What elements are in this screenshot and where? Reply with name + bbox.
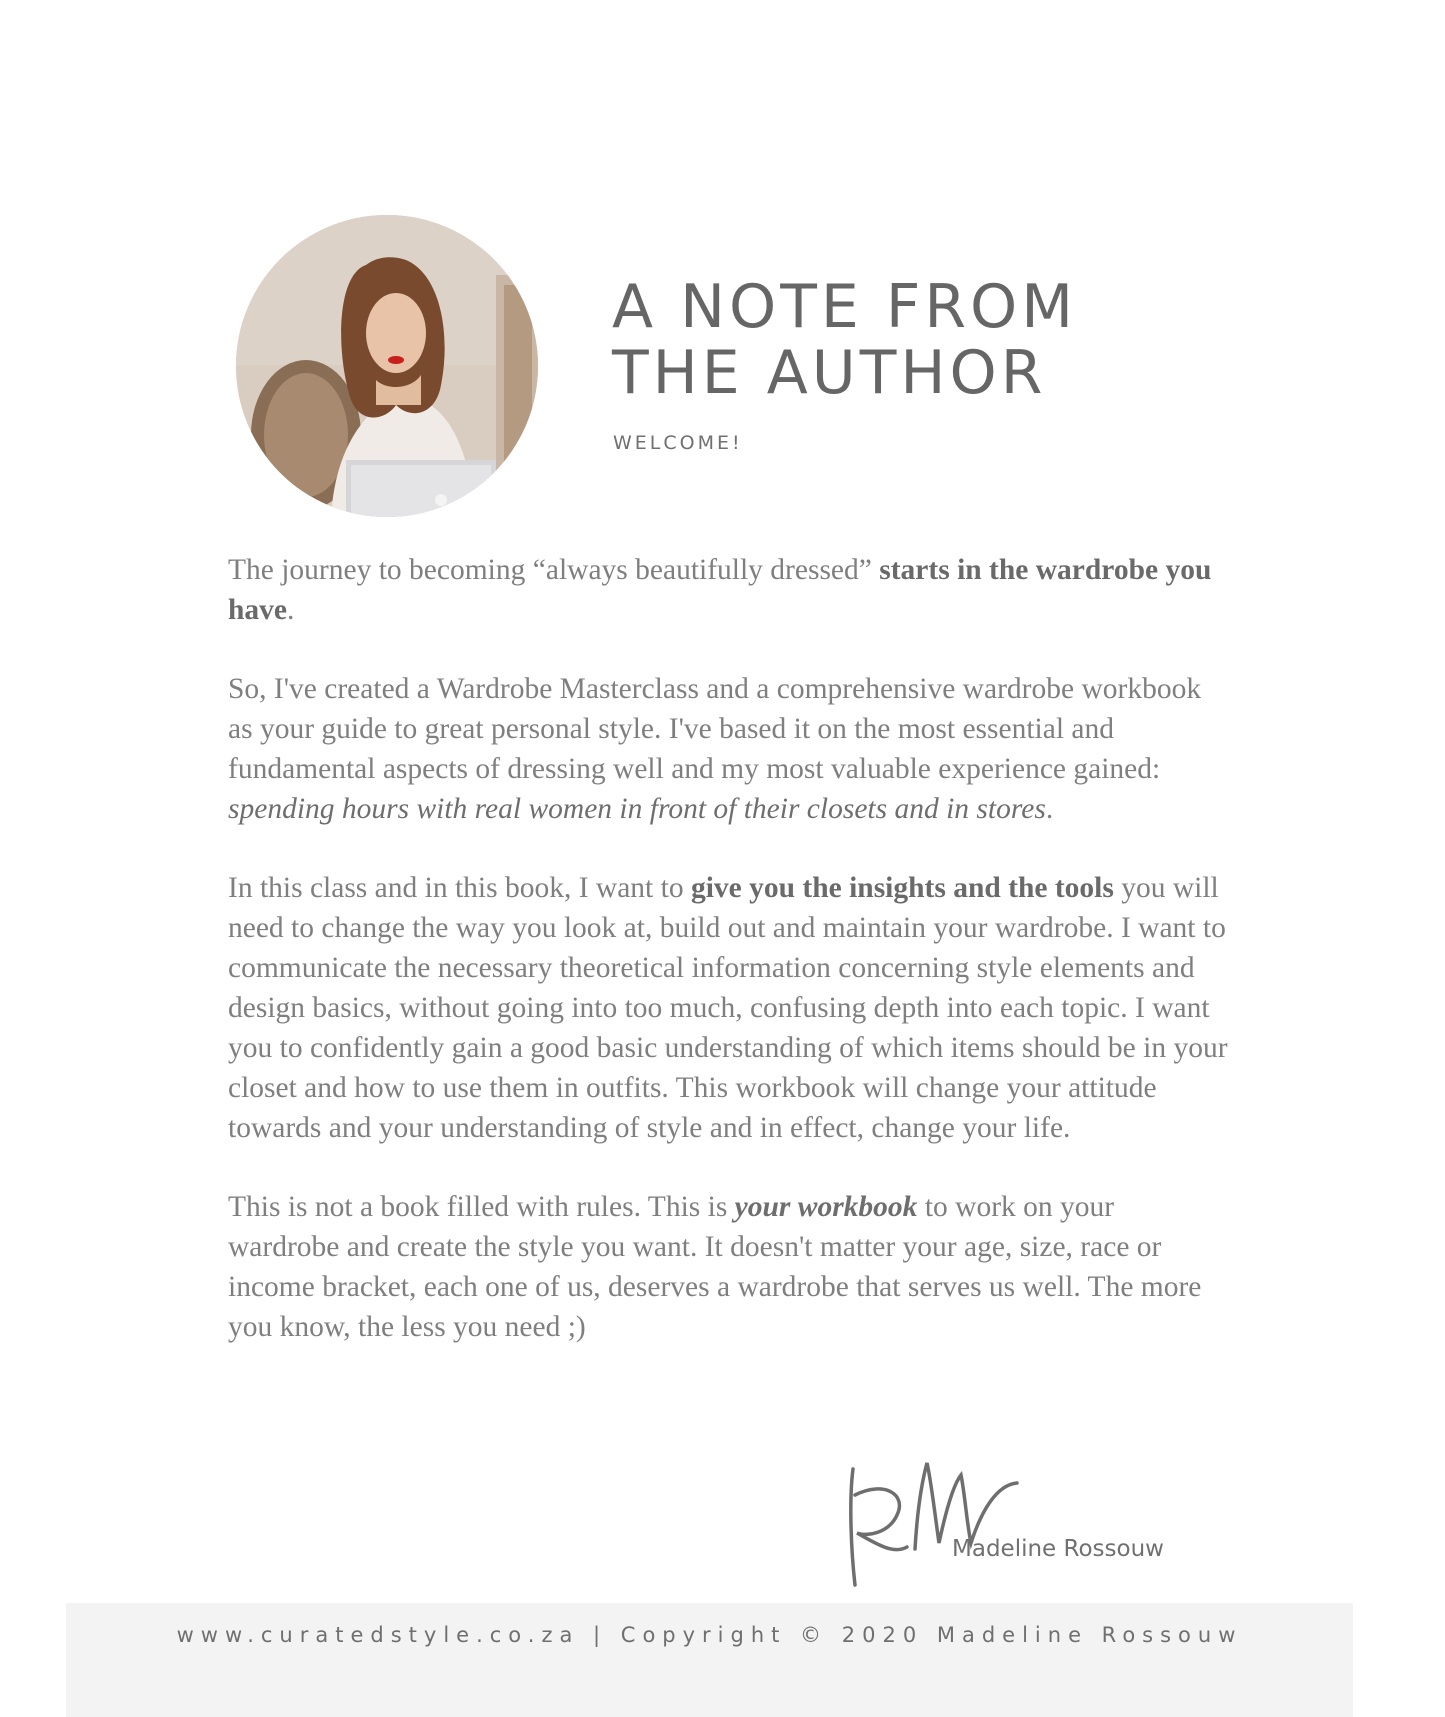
footer-text: www.curatedstyle.co.za | Copyright © 2020 Madeline Rossouw <box>176 1623 1243 1647</box>
p2-italic: spending hours with real women in front of their closets and in stores <box>228 793 1046 825</box>
p3-text-a: In this class and in this book, I want to <box>228 872 691 904</box>
p3-text-c: you will need to change the way you look at, build out and maintain your wardrobe. I want to communicate the necessary theoretical information concerning style elements and design basics, without going into too much, confusing depth into each topic. I want you to confidently gain a good basic understanding of which items should be in your closet and how to use them in outfits. This workbook will change your attitude towards and your understanding of style and in effect, change your life. <box>228 872 1228 1144</box>
body-text <box>228 550 1228 1386</box>
p2-text-c: . <box>1045 793 1054 825</box>
signature-name: Madeline Rossouw <box>952 1536 1164 1562</box>
author-portrait-image <box>236 215 538 517</box>
p4-text-c: to work on your wardrobe and create the style you want. It doesn't matter your age, size, race or income bracket, each one of us, deserves a wardrobe that serves us well. The more you know, the less you need ;) <box>228 1191 1202 1343</box>
title-line-2: THE AUTHOR <box>612 338 1047 408</box>
p3-bold: give you the insights and the tools <box>690 872 1114 904</box>
paragraph-4 <box>228 1187 1228 1347</box>
p1-bold: starts in the wardrobe you have <box>228 554 1212 626</box>
p2-text-a: So, I've created a Wardrobe Masterclass and a comprehensive wardrobe workbook as your guide to great personal style. I've based it on the most essential and fundamental aspects of dressing well and my most valuable experience gained: <box>228 673 1202 785</box>
p1-text-a: The journey to becoming “always beautifully dressed” <box>228 554 880 586</box>
footer <box>66 1603 1353 1717</box>
title-line-1: A NOTE FROM <box>612 272 1078 342</box>
paragraph-1 <box>228 550 1228 630</box>
author-photo <box>236 215 538 517</box>
p4-bold-italic: your workbook <box>734 1191 918 1223</box>
paragraph-3 <box>228 868 1228 1148</box>
paragraph-2 <box>228 669 1228 829</box>
signature-monogram <box>845 1455 1025 1590</box>
page-title <box>612 274 1077 406</box>
p1-text-c: . <box>287 594 295 626</box>
page-subtitle: WELCOME! <box>613 432 743 454</box>
p4-text-a: This is not a book filled with rules. This is <box>228 1191 735 1223</box>
